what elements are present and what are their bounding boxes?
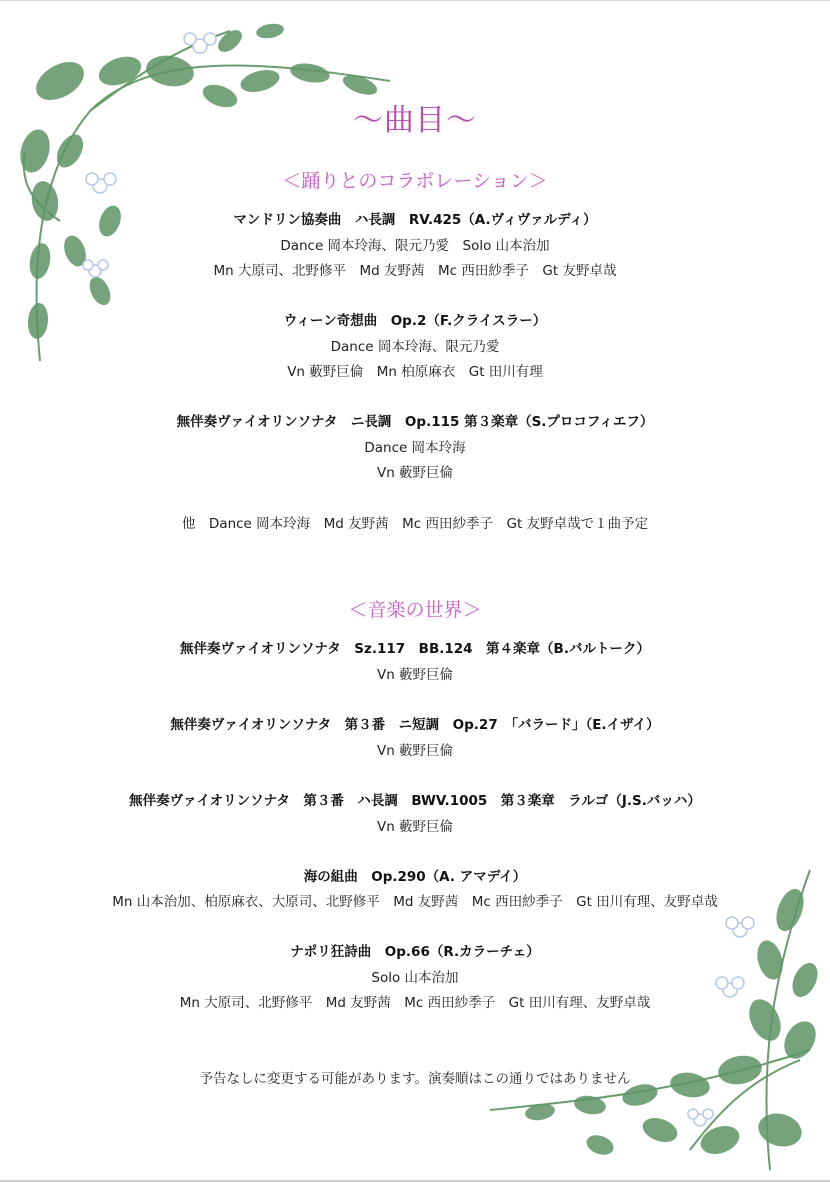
piece-title: 無伴奏ヴァイオリンソナタ 第３番 ハ長調 BWV.1005 第３楽章 ラルゴ（J.S.バッハ） (129, 793, 701, 809)
performers-line: Dance 岡本玲海、限元乃愛 (330, 339, 500, 355)
footer-note: 予告なしに変更する可能があります。演奏順はこの通りではありません (199, 1071, 631, 1087)
section-heading-music-world: ＜音楽の世界＞ (348, 599, 482, 621)
piece-title: 無伴奏ヴァイオリンソナタ 第３番 ニ短調 Op.27 「バラード」（E.イザイ） (170, 717, 660, 733)
piece-title: 無伴奏ヴァイオリンソナタ ニ長調 Op.115 第３楽章（S.プロコフィエフ） (176, 414, 654, 430)
performers-line: Vn 藪野巨倫 (376, 743, 454, 759)
performers-line: Mn 山本治加、柏原麻衣、大原司、北野修平 Md 友野茜 Mc 西田紗季子 Gt 田川有理、友野卓哉 (112, 894, 718, 910)
additional-piece-note: 他 Dance 岡本玲海 Md 友野茜 Mc 西田紗季子 Gt 友野卓哉で１曲予定 (181, 516, 649, 532)
performers-line: Vn 藪野巨倫 (376, 465, 454, 481)
performers-line: Vn 藪野巨倫 (376, 819, 454, 835)
page-title: 〜曲目〜 (353, 103, 477, 138)
piece-title: 海の組曲 Op.290（A. アマデイ） (303, 869, 527, 885)
performers-line: Vn 藪野巨倫 Mn 柏原麻衣 Gt 田川有理 (287, 364, 543, 380)
performers-line: Mn 大原司、北野修平 Md 友野茜 Mc 西田紗季子 Gt 友野卓哉 (213, 263, 617, 279)
performers-line: Vn 藪野巨倫 (376, 667, 454, 683)
piece-title: ウィーン奇想曲 Op.2（F.クライスラー） (283, 313, 547, 329)
performers-line: Dance 岡本玲海、限元乃愛 Solo 山本治加 (280, 238, 550, 254)
performers-line: Dance 岡本玲海 (364, 440, 466, 456)
piece-title: 無伴奏ヴァイオリンソナタ Sz.117 BB.124 第４楽章（B.バルトーク） (180, 641, 650, 657)
performers-line: Solo 山本治加 (371, 970, 459, 986)
performers-line: Mn 大原司、北野修平 Md 友野茜 Mc 西田紗季子 Gt 田川有理、友野卓哉 (179, 995, 651, 1011)
section-heading-collaboration: ＜踊りとのコラボレーション＞ (282, 170, 548, 192)
piece-title: マンドリン協奏曲 ハ長調 RV.425（A.ヴィヴァルディ） (233, 212, 597, 228)
piece-title: ナポリ狂詩曲 Op.66（R.カラーチェ） (290, 944, 540, 960)
